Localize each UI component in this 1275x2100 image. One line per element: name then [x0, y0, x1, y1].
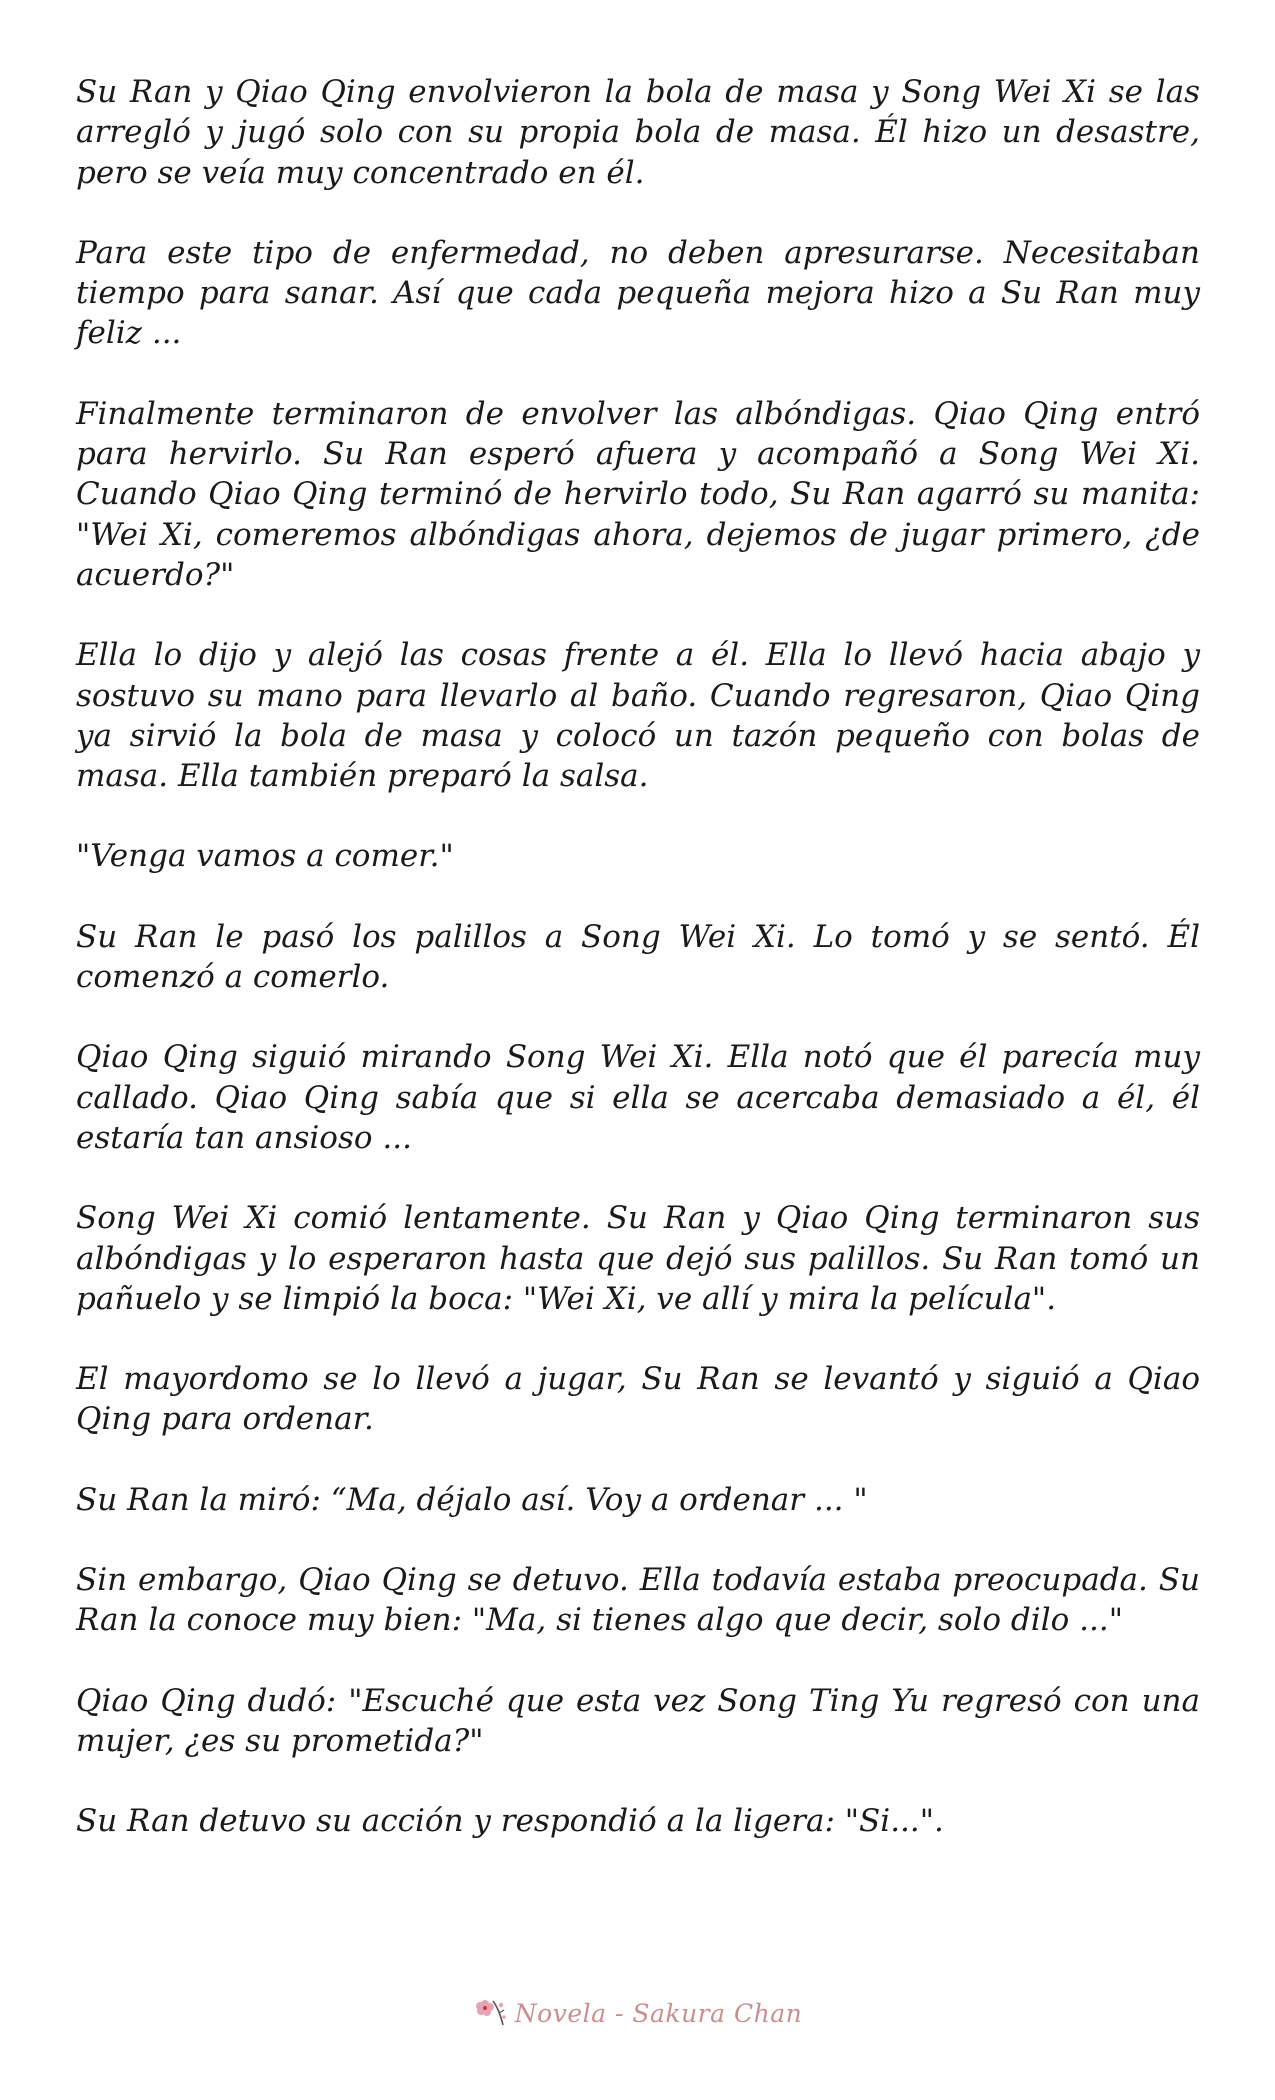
paragraph: Ella lo dijo y alejó las cosas frente a él. Ella lo llevó hacia abajo y sostuvo su mano para llevarlo al baño. Cuando regresaron, Qiao Qing ya sirvió la bola de masa y colocó un tazón pequeño con bolas de masa. Ella también preparó la salsa. — [76, 637, 1200, 795]
document-body — [76, 72, 1200, 1882]
paragraph: Qiao Qing dudó: "Escuché que esta vez Song Ting Yu regresó con una mujer, ¿es su prometida?" — [76, 1682, 1200, 1759]
paragraph: Finalmente terminaron de envolver las albóndigas. Qiao Qing entró para hervirlo. Su Ran esperó afuera y acompañó a Song Wei Xi. Cuando Qiao Qing terminó de hervirlo todo, Su Ran agarró su manita: "Wei Xi, comeremos albóndigas ahora, dejemos de jugar primero, ¿de acuerdo?" — [76, 395, 1200, 593]
footer-watermark — [0, 1995, 1275, 2036]
sakura-flower-icon — [473, 1995, 509, 2031]
paragraph: Su Ran detuvo su acción y respondió a la ligera: "Si...". — [76, 1803, 944, 1840]
footer-brand — [473, 1995, 802, 2031]
paragraph: Sin embargo, Qiao Qing se detuvo. Ella todavía estaba preocupada. Su Ran la conoce muy bien: "Ma, si tienes algo que decir, solo dilo ..." — [76, 1562, 1200, 1639]
paragraph: "Venga vamos a comer." — [76, 838, 454, 875]
paragraph: El mayordomo se lo llevó a jugar, Su Ran se levantó y siguió a Qiao Qing para ordenar. — [76, 1361, 1200, 1438]
paragraph: Su Ran y Qiao Qing envolvieron la bola de masa y Song Wei Xi se las arregló y jugó solo con su propia bola de masa. Él hizo un desastre, pero se veía muy concentrado en él. — [76, 74, 1200, 191]
paragraph: Qiao Qing siguió mirando Song Wei Xi. Ella notó que él parecía muy callado. Qiao Qing sabía que si ella se acercaba demasiado a él, él estaría tan ansioso ... — [76, 1039, 1200, 1156]
paragraph: Para este tipo de enfermedad, no deben apresurarse. Necesitaban tiempo para sanar. Así que cada pequeña mejora hizo a Su Ran muy feliz ... — [76, 234, 1200, 352]
paragraph: Song Wei Xi comió lentamente. Su Ran y Qiao Qing terminaron sus albóndigas y lo esperaron hasta que dejó sus palillos. Su Ran tomó un pañuelo y se limpió la boca: "Wei Xi, ve allí y mira la película". — [76, 1200, 1200, 1317]
paragraph: Su Ran le pasó los palillos a Song Wei Xi. Lo tomó y se sentó. Él comenzó a comerlo. — [76, 918, 1200, 996]
paragraph: Su Ran la miró: “Ma, déjalo así. Voy a ordenar ... " — [76, 1481, 868, 1518]
footer-text: Novela - Sakura Chan — [514, 1998, 803, 2028]
